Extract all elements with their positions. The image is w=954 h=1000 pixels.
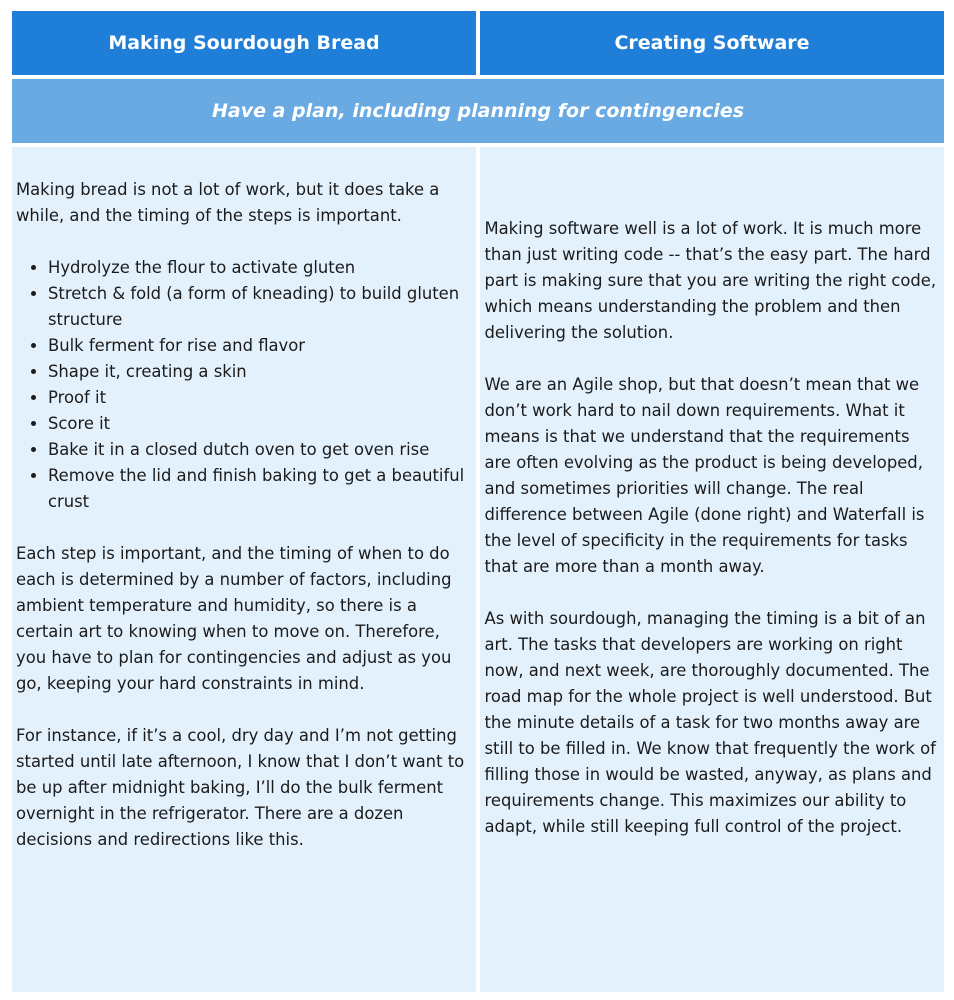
- list-item: • Proof it: [48, 385, 472, 411]
- sourdough-column: [12, 147, 476, 992]
- software-column: [480, 147, 945, 992]
- header-row: [12, 11, 944, 75]
- list-item: • Bake it in a closed dutch oven to get oven rise: [48, 437, 472, 463]
- list-item: • Stretch & fold (a form of kneading) to build gluten structure: [48, 281, 472, 333]
- comparison-table: [12, 11, 944, 992]
- software-paragraph-intro: Making software well is a lot of work. It is much more than just writing code -- that’s the easy part. The hard part is making sure that you are writing the right code, which means understanding the problem and then delivering the solution.: [484, 219, 937, 342]
- list-item: • Bulk ferment for rise and flavor: [48, 333, 472, 359]
- software-paragraph-timing: As with sourdough, managing the timing is a bit of an art. The tasks that developers are working on right now, and next week, are thoroughly documented. The road map for the whole project is well understood. But the minute details of a task for two months away are still to be filled in. We know that frequently the work of filling those in would be wasted, anyway, as plans and requirements change. This maximizes our ability to adapt, while still keeping full control of the project.: [484, 609, 936, 836]
- list-item: • Hydrolyze the flour to activate gluten: [48, 255, 472, 281]
- sourdough-intro: Making bread is not a lot of work, but it does take a while, and the timing of the steps is important.: [16, 180, 440, 225]
- sourdough-paragraph-timing: Each step is important, and the timing of when to do each is determined by a number of factors, including ambient temperature and humidity, so there is a certain art to knowing when to move on. Therefore, you have to plan for contingencies and adjust as you go, keeping your hard constraints in mind.: [16, 544, 452, 693]
- list-item: • Remove the lid and finish baking to get a beautiful crust: [48, 463, 472, 515]
- content-row: [12, 147, 944, 992]
- list-item: • Shape it, creating a skin: [48, 359, 472, 385]
- sourdough-paragraph-example: For instance, if it’s a cool, dry day and I’m not getting started until late afternoon, I know that I don’t want to be up after midnight baking, I’ll do the bulk ferment overnight in the refrigerator. There are a dozen decisions and redirections like this.: [16, 726, 465, 849]
- list-item: • Score it: [48, 411, 472, 437]
- header-sourdough: Making Sourdough Bread: [12, 11, 476, 75]
- header-software: Creating Software: [480, 11, 944, 75]
- software-paragraph-agile: We are an Agile shop, but that doesn’t mean that we don’t work hard to nail down requirements. What it means is that we understand that the requirements are often evolving as the product is being developed, and sometimes priorities will change. The real difference between Agile (done right) and Waterfall is the level of specificity in the requirements for tasks that are more than a month away.: [484, 375, 925, 576]
- sourdough-steps-list: [16, 255, 472, 515]
- section-subheader: Have a plan, including planning for contingencies: [12, 79, 944, 143]
